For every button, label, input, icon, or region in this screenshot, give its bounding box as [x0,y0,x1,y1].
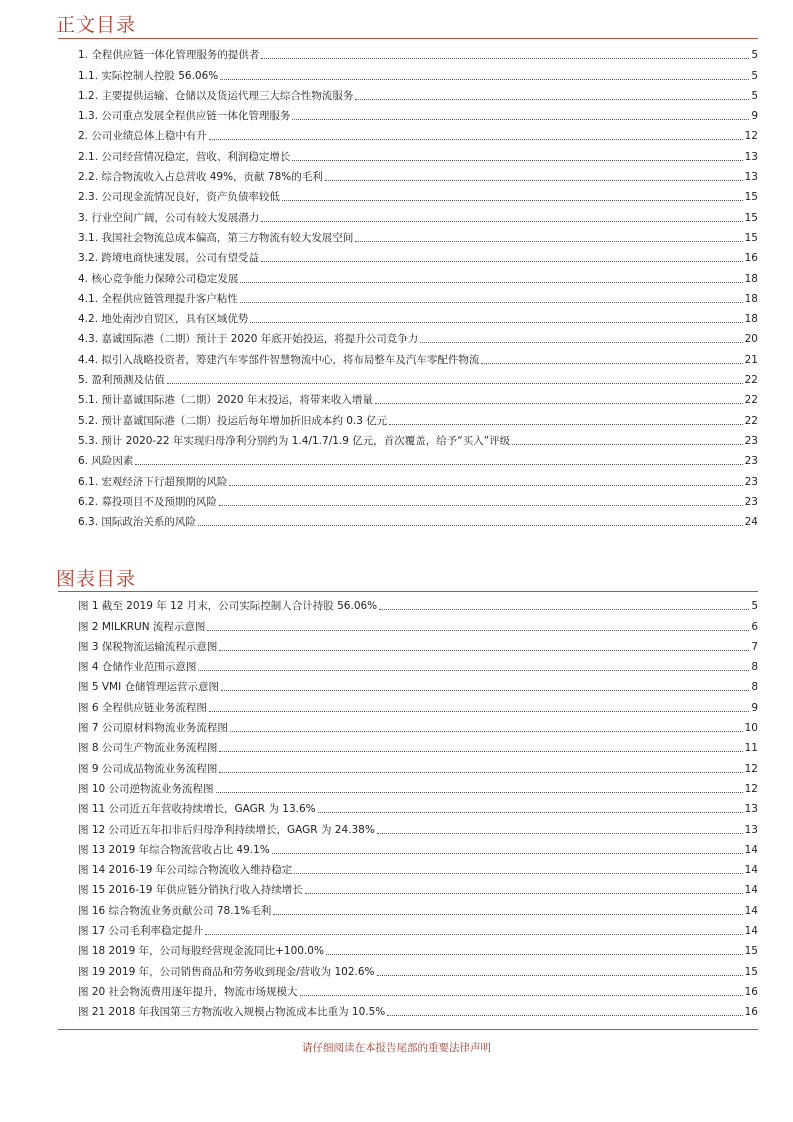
figure-entry[interactable] [58,999,758,1019]
figure-entry[interactable] [58,634,758,654]
contents-entry[interactable] [58,428,758,448]
dot-leader [389,424,742,425]
contents-entry[interactable] [58,326,758,346]
dot-leader [207,630,749,631]
contents-entry-page: 24 [744,516,758,529]
dot-leader [420,342,742,343]
dot-leader [318,812,743,813]
dot-leader [209,711,749,712]
dot-leader [167,383,743,384]
contents-entry[interactable] [58,103,758,123]
figure-entry-label: 图 10 公司逆物流业务流程图 [78,782,214,795]
dot-leader [230,731,743,732]
contents-entry-page: 18 [744,292,758,305]
figure-entry-page: 16 [744,1006,758,1019]
contents-entry-label: 6.3. 国际政治关系的风险 [78,516,196,529]
figure-entry[interactable] [58,958,758,978]
contents-entry[interactable] [58,468,758,488]
figure-entry[interactable] [58,796,758,816]
contents-entry-label: 5. 盈利预测及估值 [78,374,165,387]
contents-entry-label: 1.3. 公司重点发展全程供应链一体化管理服务 [78,110,291,123]
contents-entry-label: 6.1. 宏观经济下行超预期的风险 [78,475,228,488]
figure-entry-label: 图 9 公司成品物流业务流程图 [78,762,218,775]
dot-leader [512,444,742,445]
figure-entry-page: 15 [744,965,758,978]
figure-entry-page: 8 [751,681,758,694]
dot-leader [240,282,742,283]
contents-entry-label: 5.2. 预计嘉诚国际港（二期）投运后每年增加折旧成本约 0.3 亿元 [78,414,388,427]
figure-entry[interactable] [58,593,758,613]
figure-entry-page: 13 [744,803,758,816]
contents-entry[interactable] [58,164,758,184]
dot-leader [355,241,742,242]
dot-leader [273,914,742,915]
figure-entry-page: 14 [744,843,758,856]
contents-entry-label: 2.3. 公司现金流情况良好，资产负债率较低 [78,191,280,204]
dot-leader [219,505,743,506]
contents-entry[interactable] [58,143,758,163]
contents-entry[interactable] [58,245,758,265]
figure-entry-label: 图 14 2016-19 年公司综合物流收入维持稳定 [78,864,293,877]
dot-leader [355,99,749,100]
contents-entry-page: 15 [744,211,758,224]
contents-entry[interactable] [58,83,758,103]
dot-leader [377,975,743,976]
contents-entry-page: 23 [744,475,758,488]
dot-leader [375,403,743,404]
figure-entry-label: 图 7 公司原材料物流业务流程图 [78,722,228,735]
contents-entry-page: 15 [744,231,758,244]
figure-entry-page: 14 [744,904,758,917]
figure-entry-label: 图 13 2019 年综合物流营收占比 49.1% [78,843,270,856]
contents-entry-page: 16 [744,252,758,265]
contents-entry-label: 3.2. 跨境电商快速发展，公司有望受益 [78,252,259,265]
dot-leader [481,363,742,364]
dot-leader [220,79,749,80]
dot-leader [198,525,743,526]
figure-entry-label: 图 21 2018 年我国第三方物流收入规模占物流成本比重为 10.5% [78,1006,386,1019]
figure-entry-page: 15 [744,945,758,958]
contents-entry-page: 22 [744,394,758,407]
contents-entry[interactable] [58,448,758,468]
footer-disclaimer: 请仔细阅读在本报告尾部的重要法律声明 [302,1042,491,1054]
contents-entry-label: 6.2. 募投项目不及预期的风险 [78,495,217,508]
figures-title-rule [58,591,758,592]
figure-entry-page: 6 [751,620,758,633]
figure-entry[interactable] [58,857,758,877]
contents-entry[interactable] [58,204,758,224]
contents-entry-page: 12 [744,130,758,143]
contents-entry[interactable] [58,407,758,427]
contents-entry-label: 6. 风险因素 [78,455,134,468]
dot-leader [250,322,742,323]
contents-entry[interactable] [58,42,758,62]
dot-leader [240,302,743,303]
contents-entry[interactable] [58,489,758,509]
dot-leader [261,261,743,262]
figure-entry-page: 14 [744,925,758,938]
figure-entry-page: 9 [751,701,758,714]
dot-leader [292,119,749,120]
figure-entry-label: 图 2 MILKRUN 流程示意图 [78,620,206,633]
dot-leader [379,609,749,610]
contents-entry-page: 23 [744,495,758,508]
dot-leader [216,792,743,793]
figure-entry-label: 图 16 综合物流业务贡献公司 78.1%毛利 [78,904,272,917]
figure-entry-label: 图 19 2019 年，公司销售商品和劳务收到现金/营收为 102.6% [78,965,375,978]
contents-entry-page: 13 [744,150,758,163]
contents-entry-page: 23 [744,434,758,447]
figure-entry-page: 13 [744,823,758,836]
contents-entry-label: 5.3. 预计 2020-22 年实现归母净利分别约为 1.4/1.7/1.9 亿元，首次覆盖，给予“买入”评级 [78,434,511,447]
contents-entry[interactable] [58,346,758,366]
contents-entry-page: 22 [744,414,758,427]
contents-entry[interactable] [58,509,758,529]
figure-entry[interactable] [58,816,758,836]
figure-entry-label: 图 12 公司近五年扣非后归母净利持续增长，GAGR 为 24.38% [78,823,375,836]
contents-entry-label: 4.3. 嘉诚国际港（二期）预计于 2020 年底开始投运，将提升公司竞争力 [78,333,419,346]
figure-entry[interactable] [58,938,758,958]
dot-leader [292,160,742,161]
figure-entry-label: 图 6 全程供应链业务流程图 [78,701,207,714]
figure-entry-page: 12 [744,762,758,775]
figure-entry[interactable] [58,715,758,735]
contents-entry[interactable] [58,286,758,306]
dot-leader [135,464,742,465]
contents-entry-label: 1. 全程供应链一体化管理服务的提供者 [78,49,260,62]
contents-entry-label: 2.1. 公司经营情况稳定，营收、利润稳定增长 [78,150,291,163]
figure-entry[interactable] [58,613,758,633]
figure-entry-page: 16 [744,985,758,998]
figure-entry[interactable] [58,674,758,694]
figure-entry-page: 14 [744,864,758,877]
contents-entry-page: 18 [744,272,758,285]
figure-entry-label: 图 1 截至 2019 年 12 月末，公司实际控制人合计持股 56.06% [78,600,378,613]
dot-leader [272,853,743,854]
contents-entry[interactable] [58,123,758,143]
contents-entry-label: 3. 行业空间广阔，公司有较大发展潜力 [78,211,260,224]
contents-entry[interactable] [58,62,758,82]
figure-entry-label: 图 18 2019 年，公司每股经营现金流同比+100.0% [78,945,324,958]
figure-entry-label: 图 4 仓储作业范围示意图 [78,661,197,674]
figure-entry[interactable] [58,918,758,938]
dot-leader [326,954,743,955]
contents-entry[interactable] [58,387,758,407]
dot-leader [209,139,743,140]
contents-title: 正文目录 [56,14,137,36]
contents-entry[interactable] [58,306,758,326]
contents-entry-page: 22 [744,374,758,387]
figure-entry[interactable] [58,897,758,917]
figure-entry-page: 12 [744,782,758,795]
contents-entry-label: 2. 公司业绩总体上稳中有升 [78,130,207,143]
dot-leader [221,690,749,691]
figures-title: 图表目录 [56,568,137,590]
dot-leader [305,893,743,894]
dot-leader [219,751,742,752]
contents-entry-page: 15 [744,191,758,204]
figure-entry-label: 图 3 保税物流运输流程示意图 [78,640,218,653]
contents-entry-label: 5.1. 预计嘉诚国际港（二期）2020 年末投运，将带来收入增量 [78,394,373,407]
dot-leader [377,833,743,834]
contents-title-rule [58,38,758,39]
contents-entry-label: 4.4. 拟引入战略投资者，筹建汽车零部件智慧物流中心，将布局整车及汽车零配件物流 [78,353,480,366]
figure-entry[interactable] [58,735,758,755]
contents-entry-page: 5 [751,69,758,82]
figure-entry-page: 8 [751,661,758,674]
contents-entry-label: 4. 核心竞争能力保障公司稳定发展 [78,272,239,285]
figure-entry[interactable] [58,877,758,897]
contents-entry-page: 5 [751,89,758,102]
contents-entry[interactable] [58,225,758,245]
contents-entry-label: 4.1. 全程供应链管理提升客户粘性 [78,292,238,305]
footer-rule [58,1029,758,1030]
figure-entry-label: 图 17 公司毛利率稳定提升 [78,925,204,938]
contents-entry-label: 4.2. 地处南沙自贸区，具有区域优势 [78,313,249,326]
figure-entry-page: 10 [744,722,758,735]
contents-entry[interactable] [58,367,758,387]
dot-leader [229,485,742,486]
contents-entry-label: 1.1. 实际控制人控股 56.06% [78,69,219,82]
contents-entry-label: 3.1. 我国社会物流总成本偏高，第三方物流有较大发展空间 [78,231,354,244]
figure-entry-page: 11 [744,742,758,755]
figures-list [58,593,758,1019]
figure-entry[interactable] [58,979,758,999]
contents-entry-page: 20 [744,333,758,346]
figure-entry-label: 图 8 公司生产物流业务流程图 [78,742,218,755]
dot-leader [300,995,743,996]
dot-leader [219,772,742,773]
contents-entry-page: 5 [751,49,758,62]
dot-leader [387,1015,742,1016]
dot-leader [219,650,749,651]
figure-entry[interactable] [58,776,758,796]
contents-entry-page: 23 [744,455,758,468]
contents-entry-page: 21 [744,353,758,366]
contents-list [58,42,758,529]
dot-leader [294,873,742,874]
figure-entry-label: 图 5 VMI 仓储管理运营示意图 [78,681,220,694]
figure-entry[interactable] [58,755,758,775]
contents-entry[interactable] [58,265,758,285]
contents-entry-label: 1.2. 主要提供运输、仓储以及货运代理三大综合性物流服务 [78,89,354,102]
figure-entry-page: 7 [751,640,758,653]
dot-leader [261,221,742,222]
contents-entry-page: 9 [751,110,758,123]
figure-entry-label: 图 20 社会物流费用逐年提升，物流市场规模大 [78,985,298,998]
dot-leader [205,934,743,935]
figure-entry-label: 图 15 2016-19 年供应链分销执行收入持续增长 [78,884,303,897]
contents-entry-page: 13 [744,171,758,184]
contents-entry[interactable] [58,184,758,204]
dot-leader [325,180,743,181]
contents-entry-page: 18 [744,313,758,326]
figure-entry[interactable] [58,654,758,674]
dot-leader [261,58,749,59]
figure-entry[interactable] [58,694,758,714]
dot-leader [198,670,749,671]
dot-leader [282,200,743,201]
figure-entry-page: 14 [744,884,758,897]
figure-entry-page: 5 [751,600,758,613]
contents-entry-label: 2.2. 综合物流收入占总营收 49%，贡献 78%的毛利 [78,171,323,184]
figure-entry-label: 图 11 公司近五年营收持续增长，GAGR 为 13.6% [78,803,316,816]
figure-entry[interactable] [58,837,758,857]
